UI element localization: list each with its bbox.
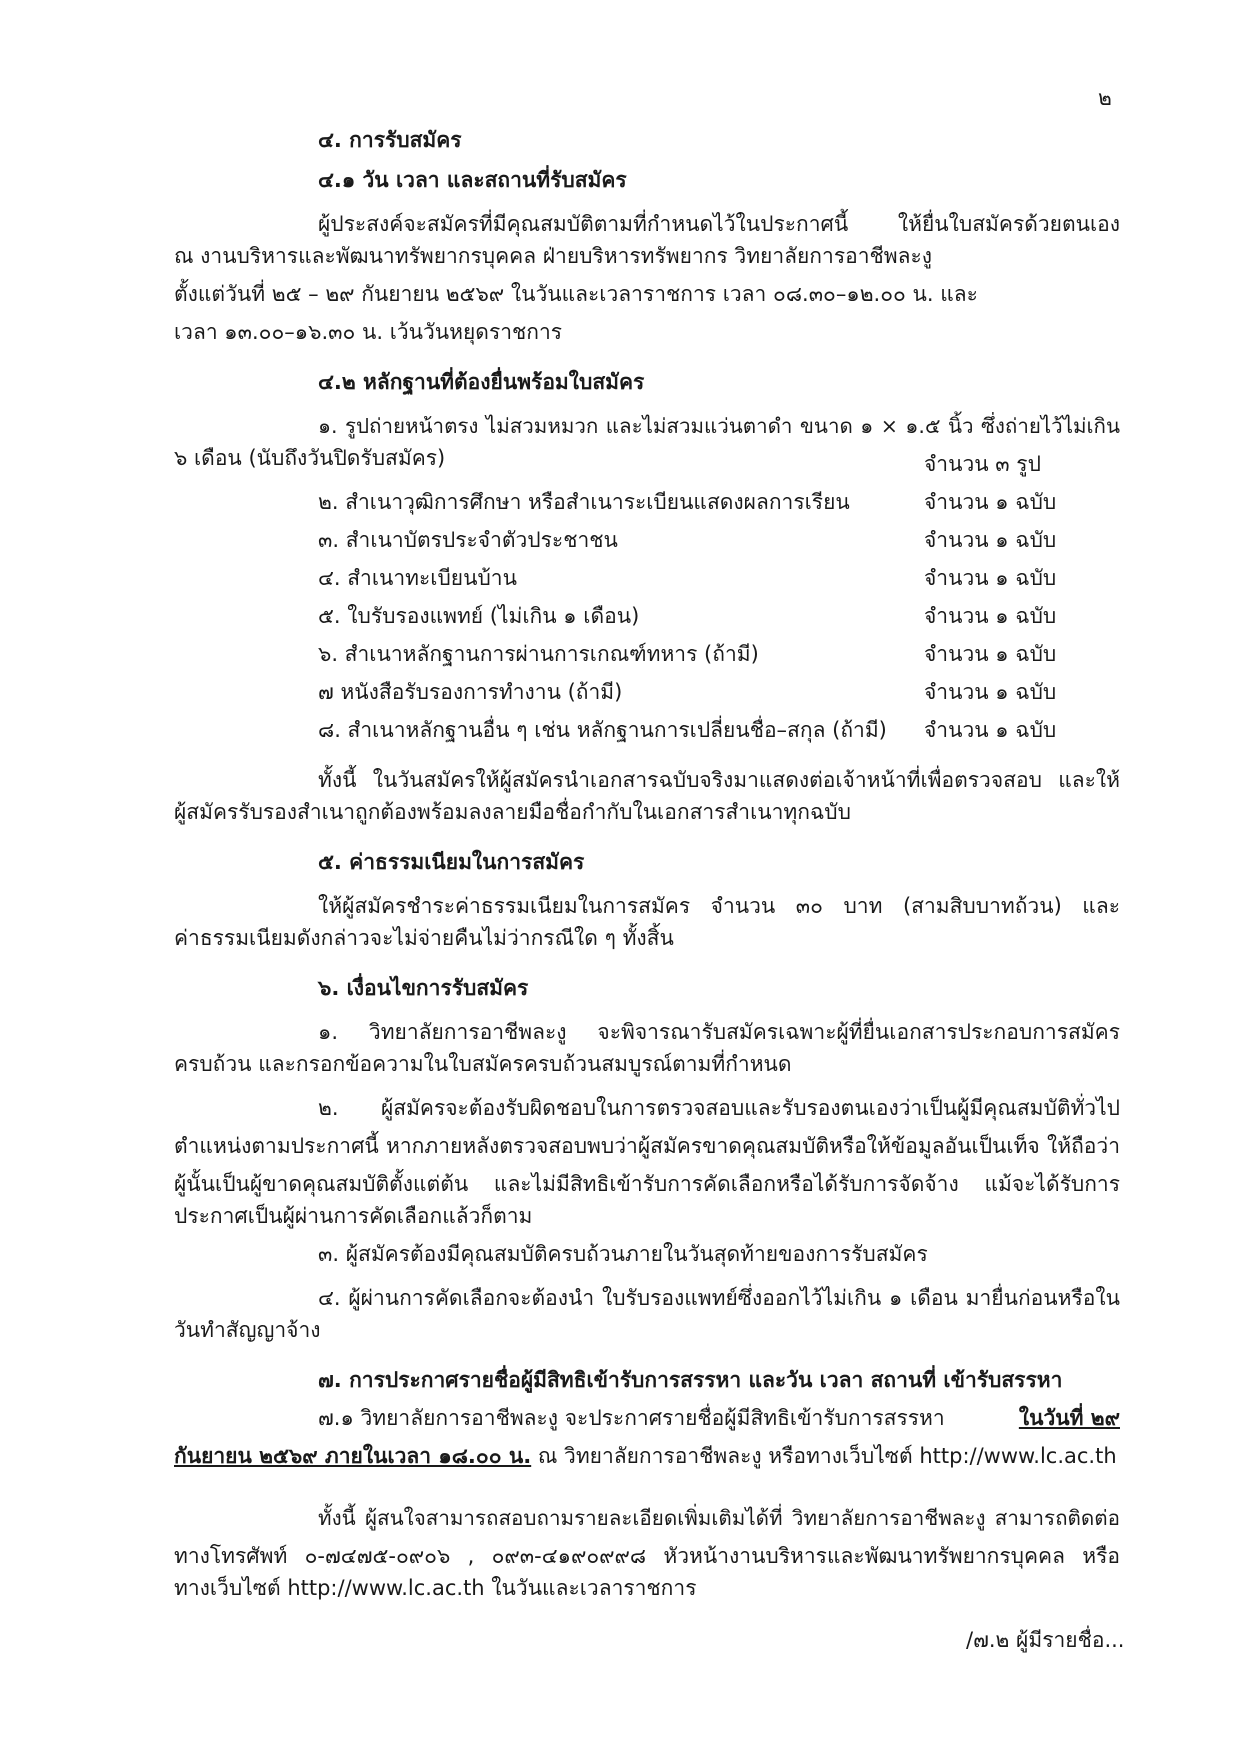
document-item-quantity: จำนวน ๑ ฉบับ	[924, 528, 1057, 552]
document-item-label: ๗ หนังสือรับรองการทำงาน (ถ้ามี)	[318, 680, 623, 704]
document-item-quantity: จำนวน ๑ ฉบับ	[924, 718, 1057, 742]
document-item-1-line-2: ๖ เดือน (นับถึงวันปิดรับสมัคร)	[174, 446, 446, 470]
condition-1-line-1: ๑. วิทยาลัยการอาชีพละงู จะพิจารณารับสมัครเฉพาะผู้ที่ยื่นเอกสารประกอบการสมัคร	[318, 1020, 1120, 1044]
document-item-label: ๖. สำเนาหลักฐานการผ่านการเกณฑ์ทหาร (ถ้ามี)	[318, 642, 759, 666]
condition-2-line-4: ประกาศเป็นผู้ผ่านการคัดเลือกแล้วก็ตาม	[174, 1204, 533, 1228]
section-4-2-heading: ๔.๒ หลักฐานที่ต้องยื่นพร้อมใบสมัคร	[318, 370, 645, 394]
section-4-1-heading: ๔.๑ วัน เวลา และสถานที่รับสมัคร	[318, 168, 627, 192]
section-5-paragraph-line-1: ให้ผู้สมัครชำระค่าธรรมเนียมในการสมัคร จำนวน ๓๐ บาท (สามสิบบาทถ้วน) และ	[318, 894, 1120, 918]
document-item-1-quantity: จำนวน ๓ รูป	[924, 452, 1041, 476]
document-item-quantity: จำนวน ๑ ฉบับ	[924, 490, 1057, 514]
section-4-1-paragraph-line-4: เวลา ๑๓.๐๐–๑๖.๓๐ น. เว้นวันหยุดราชการ	[174, 320, 563, 344]
announcement-date-emphasis: ในวันที่ ๒๙	[1018, 1406, 1120, 1430]
document-item-label: ๘. สำเนาหลักฐานอื่น ๆ เช่น หลักฐานการเปลี่ยนชื่อ–สกุล (ถ้ามี)	[318, 718, 887, 742]
condition-2-line-3: ผู้นั้นเป็นผู้ขาดคุณสมบัติตั้งแต่ต้น และไม่มีสิทธิเข้ารับการคัดเลือกหรือได้รับการจัดจ้าง แม้จะได้รับการ	[174, 1172, 1120, 1196]
section-5-paragraph-line-2: ค่าธรรมเนียมดังกล่าวจะไม่จ่ายคืนไม่ว่ากรณีใด ๆ ทั้งสิ้น	[174, 926, 674, 950]
document-item-quantity: จำนวน ๑ ฉบับ	[924, 680, 1057, 704]
contact-line-3: ทางเว็บไซต์ http://www.lc.ac.th ในวันและเวลาราชการ	[174, 1576, 697, 1600]
section-5-heading: ๕. ค่าธรรมเนียมในการสมัคร	[318, 850, 585, 874]
section-4-2-note-line-1: ทั้งนี้ ในวันสมัครให้ผู้สมัครนำเอกสารฉบับจริงมาแสดงต่อเจ้าหน้าที่เพื่อตรวจสอบ และให้	[318, 768, 1120, 792]
condition-4-line-1: ๔. ผู้ผ่านการคัดเลือกจะต้องนำ ใบรับรองแพทย์ซึ่งออกไว้ไม่เกิน ๑ เดือน มายื่นก่อนหรือใน	[318, 1286, 1120, 1310]
announcement-time-emphasis: กันยายน ๒๕๖๙ ภายในเวลา ๑๘.๐๐ น.	[174, 1444, 532, 1468]
section-7-heading: ๗. การประกาศรายชื่อผู้มีสิทธิเข้ารับการสรรหา และวัน เวลา สถานที่ เข้ารับสรรหา	[318, 1368, 1063, 1392]
document-item-label: ๔. สำเนาทะเบียนบ้าน	[318, 566, 517, 590]
document-item-label: ๓. สำเนาบัตรประจำตัวประชาชน	[318, 528, 618, 552]
document-item-quantity: จำนวน ๑ ฉบับ	[924, 604, 1057, 628]
page-number: ๒	[1098, 86, 1112, 110]
condition-4-line-2: วันทำสัญญาจ้าง	[174, 1318, 321, 1342]
condition-2-line-2: ตำแหน่งตามประกาศนี้ หากภายหลังตรวจสอบพบว่าผู้สมัครขาดคุณสมบัติหรือให้ข้อมูลอันเป็นเท็จ ให้ถือว่า	[174, 1134, 1120, 1158]
condition-2-line-1: ๒. ผู้สมัครจะต้องรับผิดชอบในการตรวจสอบและรับรองตนเองว่าเป็นผู้มีคุณสมบัติทั่วไป	[318, 1096, 1120, 1120]
section-4-1-paragraph-line-3: ตั้งแต่วันที่ ๒๕ – ๒๙ กันยายน ๒๕๖๙ ในวันและเวลาราชการ เวลา ๐๘.๓๐–๑๒.๐๐ น. และ	[174, 282, 978, 306]
section-7-1-text: ๗.๑ วิทยาลัยการอาชีพละงู จะประกาศรายชื่อผู้มีสิทธิเข้ารับการสรรหา	[318, 1406, 945, 1430]
section-7-1-line-2	[174, 1446, 1117, 1467]
section-6-heading: ๖. เงื่อนไขการรับสมัคร	[318, 976, 529, 1000]
document-item-label: ๕. ใบรับรองแพทย์ (ไม่เกิน ๑ เดือน)	[318, 604, 640, 628]
section-4-heading: ๔. การรับสมัคร	[318, 128, 462, 152]
contact-line-2: ทางโทรศัพท์ ๐-๗๔๗๕-๐๙๐๖ , ๐๙๓-๔๑๙๐๙๙๘ หัวหน้างานบริหารและพัฒนาทรัพยากรบุคคล หรือ	[174, 1544, 1120, 1568]
document-item-quantity: จำนวน ๑ ฉบับ	[924, 642, 1057, 666]
section-4-1-paragraph-line-1: ผู้ประสงค์จะสมัครที่มีคุณสมบัติตามที่กำหนดไว้ในประกาศนี้ ให้ยื่นใบสมัครด้วยตนเอง	[318, 212, 1120, 236]
document-item-quantity: จำนวน ๑ ฉบับ	[924, 566, 1057, 590]
condition-1-line-2: ครบถ้วน และกรอกข้อความในใบสมัครครบถ้วนสมบูรณ์ตามที่กำหนด	[174, 1052, 792, 1076]
document-item-1-line-1: ๑. รูปถ่ายหน้าตรง ไม่สวมหมวก และไม่สวมแว่นตาดำ ขนาด ๑ × ๑.๕ นิ้ว ซึ่งถ่ายไว้ไม่เกิน	[318, 414, 1120, 438]
section-7-1-line-1	[318, 1408, 1120, 1429]
section-4-2-note-line-2: ผู้สมัครรับรองสำเนาถูกต้องพร้อมลงลายมือชื่อกำกับในเอกสารสำเนาทุกฉบับ	[174, 800, 851, 824]
document-item-label: ๒. สำเนาวุฒิการศึกษา หรือสำเนาระเบียนแสดงผลการเรียน	[318, 490, 850, 514]
condition-3: ๓. ผู้สมัครต้องมีคุณสมบัติครบถ้วนภายในวันสุดท้ายของการรับสมัคร	[318, 1242, 928, 1266]
contact-line-1: ทั้งนี้ ผู้สนใจสามารถสอบถามรายละเอียดเพิ่มเติมได้ที่ วิทยาลัยการอาชีพละงู สามารถติดต่อ	[318, 1506, 1120, 1530]
section-7-1-location-text: ณ วิทยาลัยการอาชีพละงู หรือทางเว็บไซต์ http://www.lc.ac.th	[531, 1444, 1117, 1468]
section-4-1-paragraph-line-2: ณ งานบริหารและพัฒนาทรัพยากรบุคคล ฝ่ายบริหารทรัพยากร วิทยาลัยการอาชีพละงู	[174, 244, 932, 268]
continuation-note: /๗.๒ ผู้มีรายชื่อ...	[966, 1628, 1125, 1652]
